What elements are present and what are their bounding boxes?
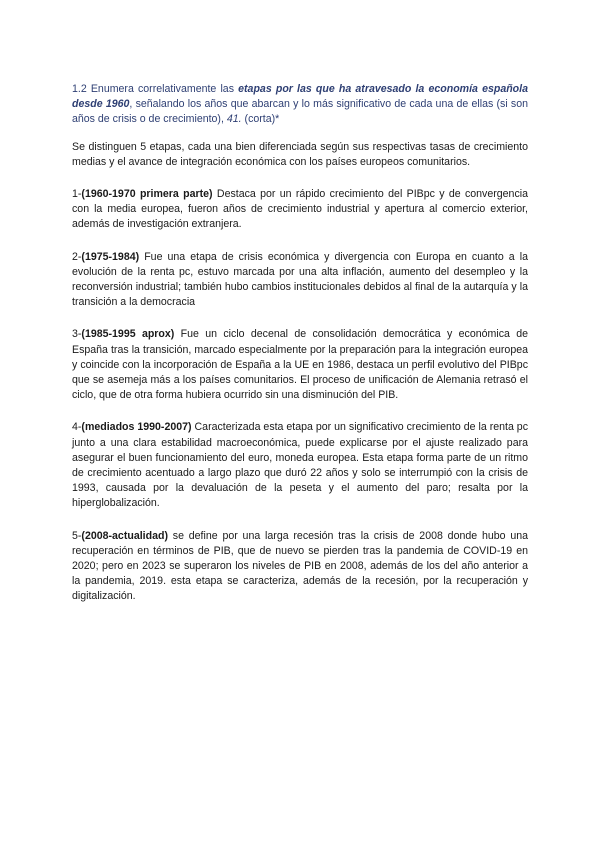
stage-paragraph-4 [72,420,528,511]
document-page [72,82,528,622]
question-middle: , señalando los años que abarcan y lo más significativo de cada una de ellas (si son años de crisis o de crecimiento), [72,98,528,126]
stage-number: 3- [72,328,82,341]
stage-text: Fue una etapa de crisis económica y divergencia con Europa en cuanto a la evolución de la renta pc, estuvo marcada por una alta inflación, aumento del desempleo y la reconversión industrial; también hubo cambios institucionales debidos al final de la autarquía y la transición a la democracia [72,250,528,309]
stage-number: 4- [72,421,82,434]
stage-number: 1- [72,188,82,201]
stage-label: (1985-1995 aprox) [81,328,175,341]
stage-label: (2008-actualidad) [81,529,168,542]
stage-text: se define por una larga recesión tras la crisis de 2008 donde hubo una recuperación en términos de PIB, que de nuevo se pierden tras la pandemia de COVID-19 en 2020; pero en 2023 se superaron los niveles de PIB en 2008, además de los del año anterior a la pandemia, 2019. esta etapa se caracteriza, además de la recesión, por la recuperación y digitalización. [72,529,528,603]
stage-text: Destaca por un rápido crecimiento del PIBpc y de convergencia con la media europea, fueron años de crecimiento industrial y apertura al comercio exterior, además de investigación extranjera. [72,188,528,231]
stage-label: (mediados 1990-2007) [81,421,192,434]
stage-label: (1960-1970 primera parte) [81,188,213,201]
stage-number: 5- [72,529,82,542]
stage-number: 2- [72,250,82,263]
stage-paragraph-1 [72,187,528,233]
stage-paragraph-5 [72,529,528,605]
intro-paragraph: Se distinguen 5 etapas, cada una bien diferenciada según sus respectivas tasas de crecimiento medias y el avance de integración económica con los países europeos comunitarios. [72,140,528,168]
stage-text: Fue un ciclo decenal de consolidación democrática y económica de España tras la transición, marcado especialmente por la preparación para la integración europea y coincide con la incorporación de España a la UE en 1986, destaca un perfil evolutivo del PIBpc que se asemeja más a los países comunitarios. El proceso de unificación de Alemania retrasó el ciclo, que de otra forma hubiera ocurrido sin una disminución del PIB. [72,328,528,402]
question-heading [72,82,528,128]
question-suffix: (corta)* [241,113,280,126]
stage-paragraph-2 [72,250,528,311]
stage-text: Caracterizada esta etapa por un significativo crecimiento de la renta pc junto a una clara estabilidad macroeconómica, puede explicarse por el ajuste realizado para asegurar el buen funcionamiento del euro, moneda europea. Esta etapa forma parte de un ritmo de crecimiento acentuado a largo plazo que duró 22 años y solo se interrumpió con la crisis de 1993, causada por la devaluación de la peseta y el aumento del paro; resalta por la hiperglobalización. [72,421,528,510]
question-emphasis: etapas por las que ha atravesado la economía española desde 1960 [72,83,528,111]
question-prefix: 1.2 Enumera correlativamente las [72,83,239,95]
question-reference: 41. [226,113,242,126]
stage-label: (1975-1984) [81,250,140,263]
stage-paragraph-3 [72,327,528,403]
